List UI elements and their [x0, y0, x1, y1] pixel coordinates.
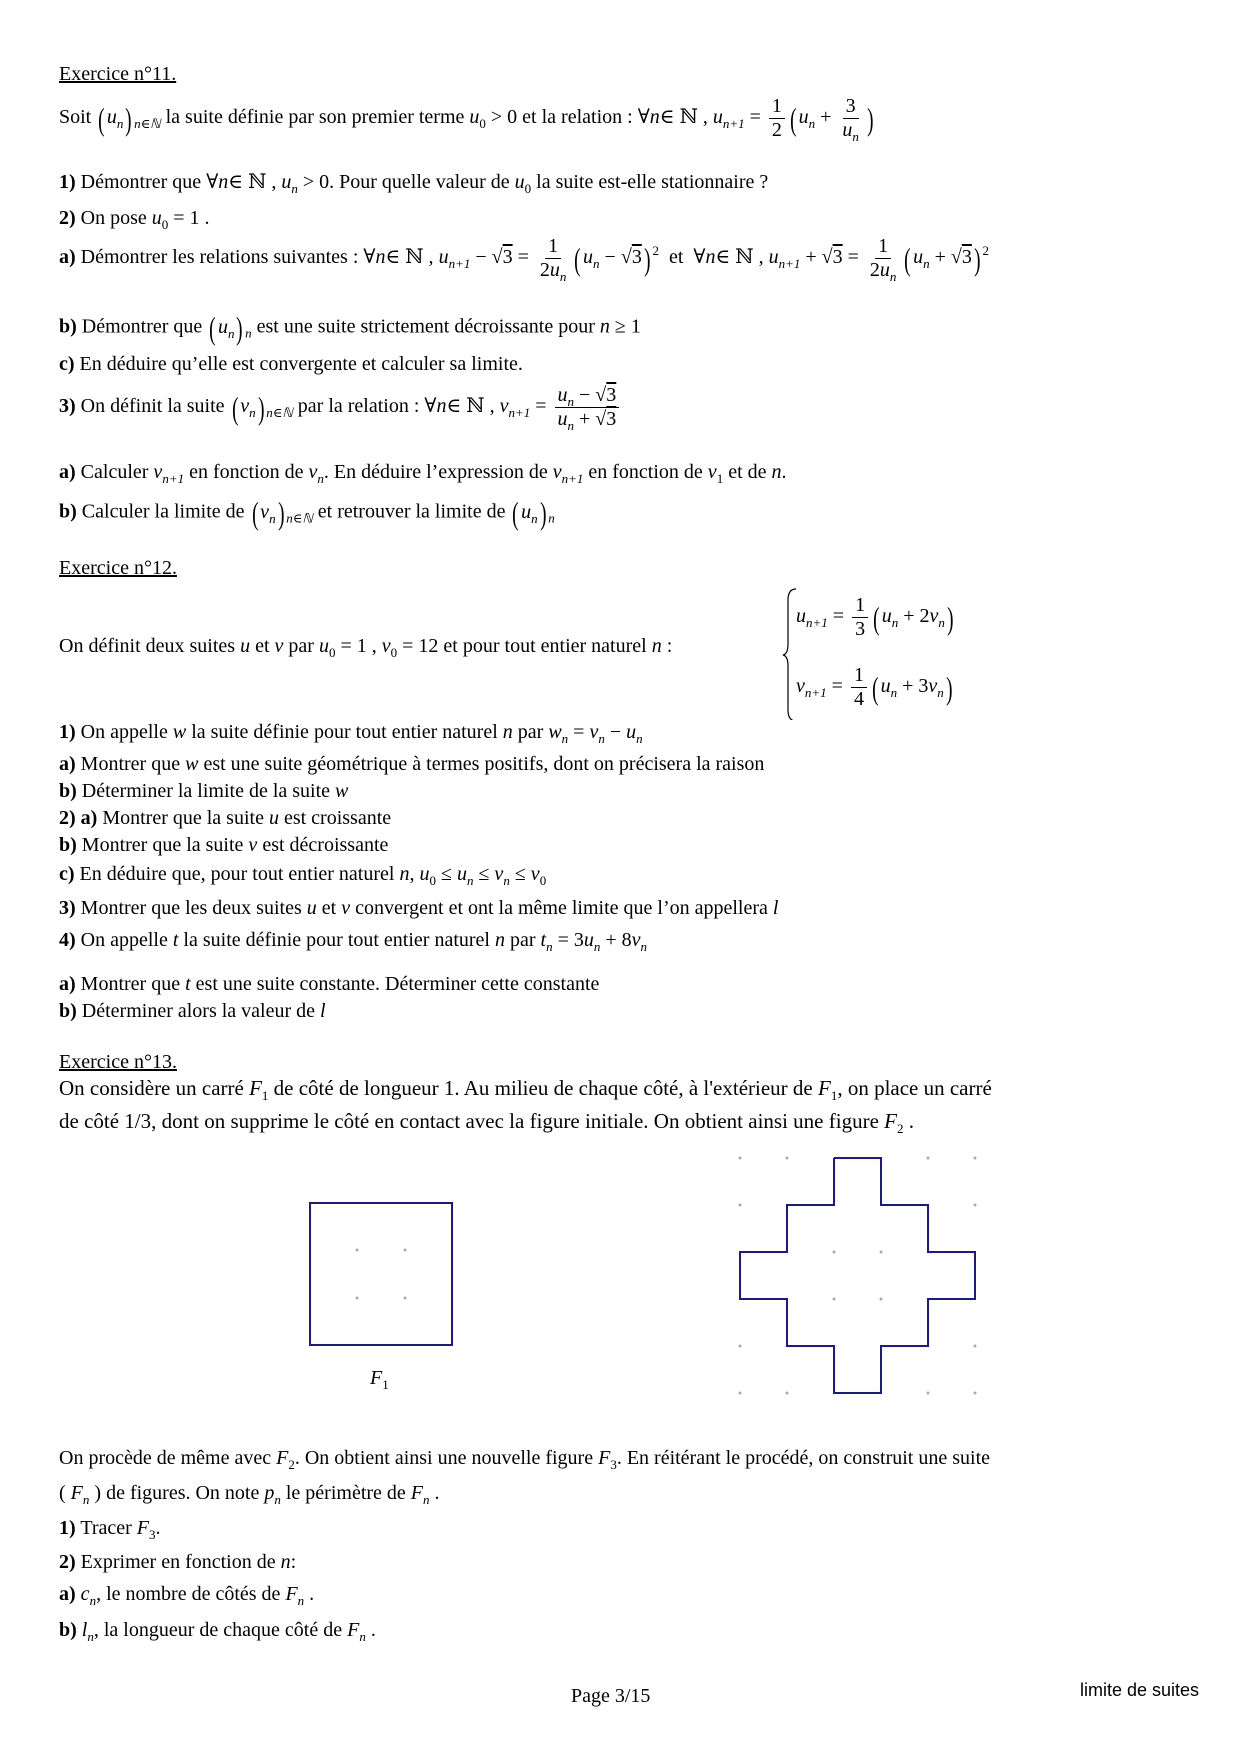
ex12-q2b: b) Montrer que la suite v est décroissante: [59, 834, 389, 856]
ex11-q3: 3) On définit la suite ( $v_n$) $_{n\in ℕ}$ par la relation : ∀n∈ ℕ , $v_{n+1}$ = $\frac{u_n - √3}{u_n + √3}$: [59, 384, 622, 431]
ex12-intro: On définit deux suites u et v par $u_0 = 1$ , $v_0 = 12$ et pour tout entier naturel n :: [59, 635, 673, 660]
ex11-q2b: b) Démontrer que ( $u_n$) $_n$ est une suite strictement décroissante pour n ≥ 1: [59, 310, 641, 346]
ex12-q1: 1) On appelle w la suite définie pour tout entier naturel n par $w_n = v_n - u_n$: [59, 721, 643, 746]
system-brace: [782, 588, 796, 720]
ex12-title: Exercice n°12.: [59, 557, 177, 579]
ex11-q3b: b) Calculer la limite de ( $v_n$) $_{n\in ℕ}$ et retrouver la limite de ( $u_n$) $_n$: [59, 495, 555, 531]
figure-f1: [300, 1195, 460, 1355]
footer-topic: limite de suites: [1080, 1680, 1200, 1700]
ex12-q1a: a) Montrer que w est une suite géométrique à termes positifs, dont on précisera la raison: [59, 753, 765, 775]
ex12-q2c: c) En déduire que, pour tout entier naturel n, $u_0 \le u_n \le v_n \le v_0$: [59, 863, 547, 888]
figure-f2: [730, 1150, 990, 1400]
ex13-q2: 2) Exprimer en fonction de n:: [59, 1551, 297, 1573]
ex12-q4b: b) Déterminer alors la valeur de l: [59, 1000, 326, 1022]
ex11-q1: 1) Démontrer que ∀n∈ ℕ , $u_n > 0$. Pour quelle valeur de $u_0$ la suite est-elle stationnaire ?: [59, 171, 769, 196]
system-eq2: $v_{n+1}$ = $\frac{1}{4}$ ( $u_n + 3v_n$): [796, 664, 953, 710]
ex11-q2a: a) Démontrer les relations suivantes : ∀n∈ ℕ , $u_{n+1} - √3$ = $\frac{1}{2u_n}$ ( $u_n - √3$) $^2$ et ∀n∈ ℕ , $u_{n+1} + √3$ = $\frac{1}{2u_n}$ ( $u_n + √3$) $^2$: [59, 235, 989, 284]
ex13-p1: On considère un carré $F_1$ de côté de longueur 1. Au milieu de chaque côté, à l'extérieur de $F_1$, on place un carré: [59, 1076, 992, 1103]
ex13-p2: de côté 1/3, dont on supprime le côté en contact avec la figure initiale. On obtient ainsi une figure $F_2$ .: [59, 1109, 914, 1136]
ex12-q1b: b) Déterminer la limite de la suite w: [59, 780, 349, 802]
figure-f1-label: $F_1$: [370, 1367, 389, 1392]
ex13-q2a: a) $c_n$, le nombre de côtés de $F_n$ .: [59, 1583, 315, 1608]
ex11-q2c: c) En déduire qu’elle est convergente et calculer sa limite.: [59, 353, 523, 375]
page-number: Page 3/15: [571, 1685, 651, 1707]
ex13-p3: On procède de même avec $F_2$. On obtient ainsi une nouvelle figure $F_3$. En réitérant le procédé, on construit une suite: [59, 1447, 991, 1472]
ex13-q1: 1) Tracer $F_3$.: [59, 1517, 161, 1542]
ex12-q4: 4) On appelle t la suite définie pour tout entier naturel n par $t_n = 3u_n + 8v_n$: [59, 929, 648, 954]
ex11-q3a: a) Calculer $v_{n+1}$ en fonction de $v_n$. En déduire l’expression de $v_{n+1}$ en fonction de $v_1$ et de n.: [59, 461, 787, 486]
ex11-intro: Soit ( $u_n$) $_{n\in ℕ}$ la suite définie par son premier terme $u_0 > 0$ et la relation : ∀n∈ ℕ , $u_{n+1}$ = $\frac{1}{2}$ ( $u_n$ + $\frac{3}{u_n}$ ): [59, 95, 874, 144]
system-eq1: $u_{n+1}$ = $\frac{1}{3}$ ( $u_n + 2v_n$): [796, 594, 954, 640]
ex12-q2a: 2) a) Montrer que la suite u est croissante: [59, 807, 392, 829]
ex13-title: Exercice n°13.: [59, 1051, 177, 1073]
ex13-q2b: b) $l_n$, la longueur de chaque côté de $F_n$ .: [59, 1619, 376, 1644]
ex12-q4a: a) Montrer que t est une suite constante. Déterminer cette constante: [59, 973, 600, 995]
ex11-q2: 2) On pose $u_0 = 1$ .: [59, 207, 210, 232]
ex13-p4: ( $F_n$ ) de figures. On note $p_n$ le périmètre de $F_n$ .: [59, 1482, 440, 1507]
ex11-title: Exercice n°11.: [59, 63, 177, 85]
ex12-q3: 3) Montrer que les deux suites u et v convergent et ont la même limite que l’on appellera l: [59, 897, 779, 919]
